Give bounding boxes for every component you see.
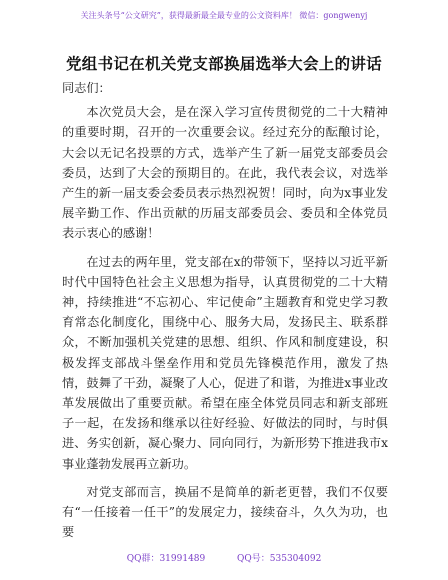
paragraph-1: 本次党员大会，是在深入学习宣传贯彻党的二十大精神的重要时期，召开的一次重要会议。经过充分的酝酿讨论，大会以无记名投票的方式，选举产生了新一届党支部委员会委员，达到了大会的预期目的。在此，我代表会议，对选举产生的新一届支委会委员表示热烈祝贺！同时，向为x事业发展辛勤工作、作出贡献的历届支部委员会、委员和全体党员表示衷心的感谢！ [62,105,388,241]
document-title: 党组书记在机关党支部换届选举大会上的讲话 [65,54,382,73]
footer-qq-group: QQ群：31991489 [126,554,206,564]
document-body [62,78,388,550]
footer [0,551,448,564]
greeting: 同志们： [62,81,111,95]
footer-qq: QQ号：535304092 [237,554,322,564]
paragraph-3: 对党支部而言，换届不是简单的新老更替，我们不仅要有“一任接着一任干”的发展定力，接续奋斗，久久为功，也要 [62,484,388,540]
top-banner: 关注头条号“公文研究”，获得最新最全最专业的公文资料库！ 微信：gongwenyj [80,11,368,20]
paragraph-2: 在过去的两年里，党支部在x的带领下，坚持以习近平新时代中国特色社会主义思想为指导，认真贯彻党的二十大精神，持续推进“不忘初心、牢记使命”主题教育和党史学习教育常态化制度化，围绕中心、服务大局，发扬民主、联系群众，不断加强机关党建的思想、组织、作风和制度建设，积极发挥支部战斗堡垒作用和党员先锋模范作用，激发了热情，鼓舞了干劲，凝聚了人心，促进了和谐，为推进x事业改革发展做出了重要贡献。希望在座全体党员同志和新支部班子一起，在发扬和继承以往好经验、好做法的同时，与时俱进、务实创新，凝心聚力、同向同行，为新形势下推进我市x事业蓬勃发展再立新功。 [62,254,388,471]
